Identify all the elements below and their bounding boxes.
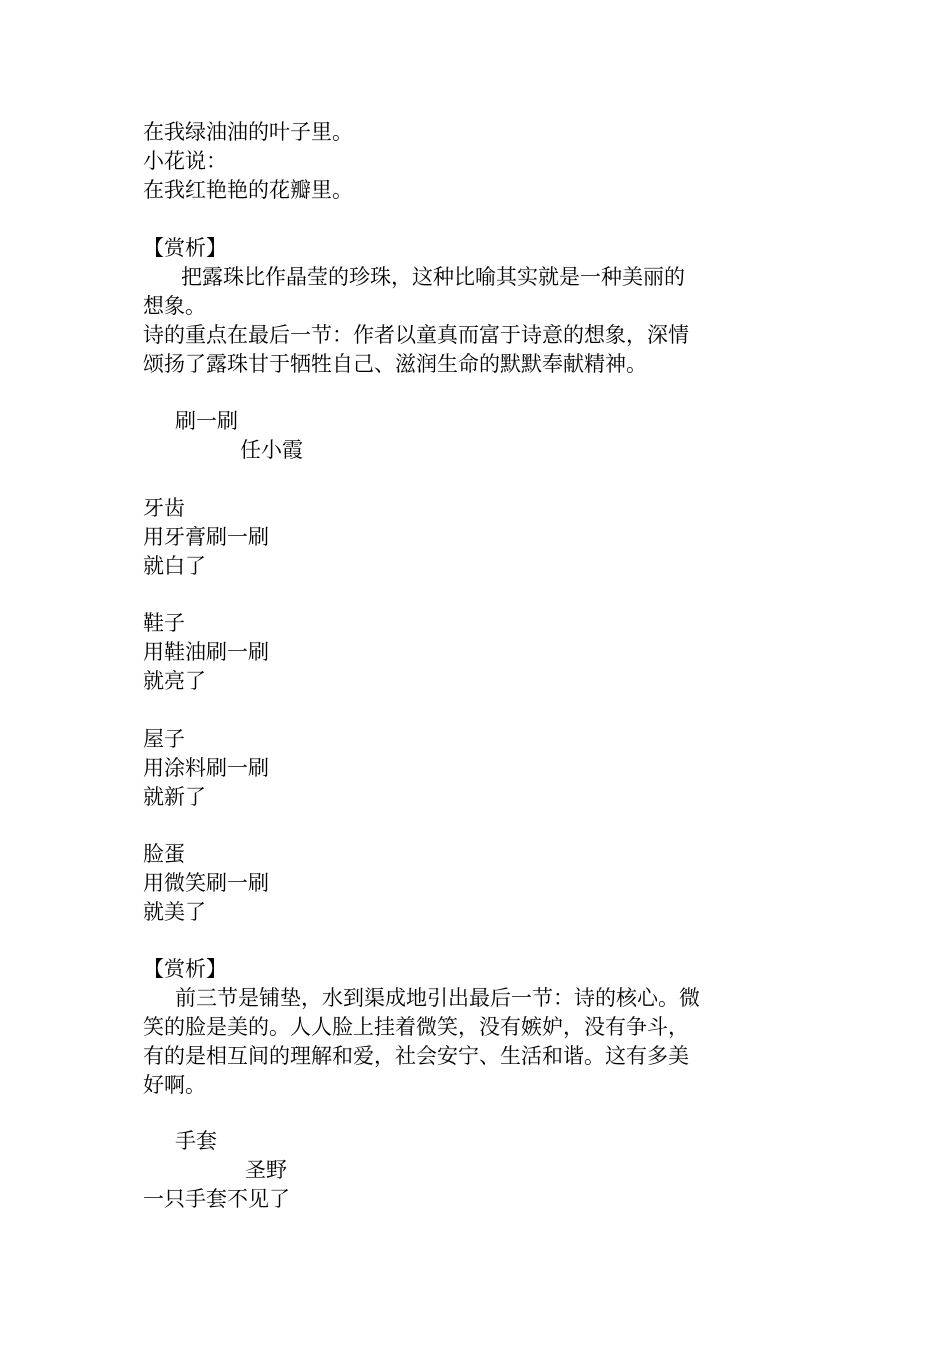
- poem-line: 脸蛋: [143, 842, 185, 866]
- analysis-line: 颂扬了露珠甘于牺牲自己、滋润生命的默默奉献精神。: [143, 352, 647, 376]
- poem-line: 小花说：: [143, 149, 227, 173]
- poem-title: 手套: [175, 1129, 217, 1153]
- poem-line: 就亮了: [143, 669, 206, 693]
- poem-line: 牙齿: [143, 496, 185, 520]
- poem-author: 任小霞: [240, 438, 303, 462]
- poem-line: 用微笑刷一刷: [143, 871, 269, 895]
- poem-line: 用鞋油刷一刷: [143, 640, 269, 664]
- poem-line: 屋子: [143, 727, 185, 751]
- poem-line: 在我绿油油的叶子里。: [143, 120, 353, 144]
- analysis-line: 笑的脸是美的。人人脸上挂着微笑，没有嫉妒，没有争斗，: [143, 1015, 689, 1039]
- poem-title: 刷一刷: [175, 409, 238, 433]
- analysis-line: 好啊。: [143, 1073, 206, 1097]
- analysis-heading: 【赏析】: [143, 957, 227, 981]
- poem-line: 用涂料刷一刷: [143, 756, 269, 780]
- analysis-line: 诗的重点在最后一节：作者以童真而富于诗意的想象，深情: [143, 323, 689, 347]
- poem-author: 圣野: [245, 1158, 287, 1182]
- poem-line: 鞋子: [143, 611, 185, 635]
- analysis-heading: 【赏析】: [143, 236, 227, 260]
- poem-line: 就白了: [143, 554, 206, 578]
- analysis-line: 前三节是铺垫，水到渠成地引出最后一节：诗的核心。微: [175, 986, 700, 1010]
- poem-line: 就美了: [143, 900, 206, 924]
- analysis-line: 把露珠比作晶莹的珍珠，这种比喻其实就是一种美丽的: [181, 265, 685, 289]
- poem-line: 一只手套不见了: [143, 1187, 290, 1211]
- analysis-line: 有的是相互间的理解和爱，社会安宁、生活和谐。这有多美: [143, 1044, 689, 1068]
- poem-line: 在我红艳艳的花瓣里。: [143, 178, 353, 202]
- poem-line: 用牙膏刷一刷: [143, 525, 269, 549]
- poem-line: 就新了: [143, 785, 206, 809]
- analysis-line: 想象。: [143, 294, 206, 318]
